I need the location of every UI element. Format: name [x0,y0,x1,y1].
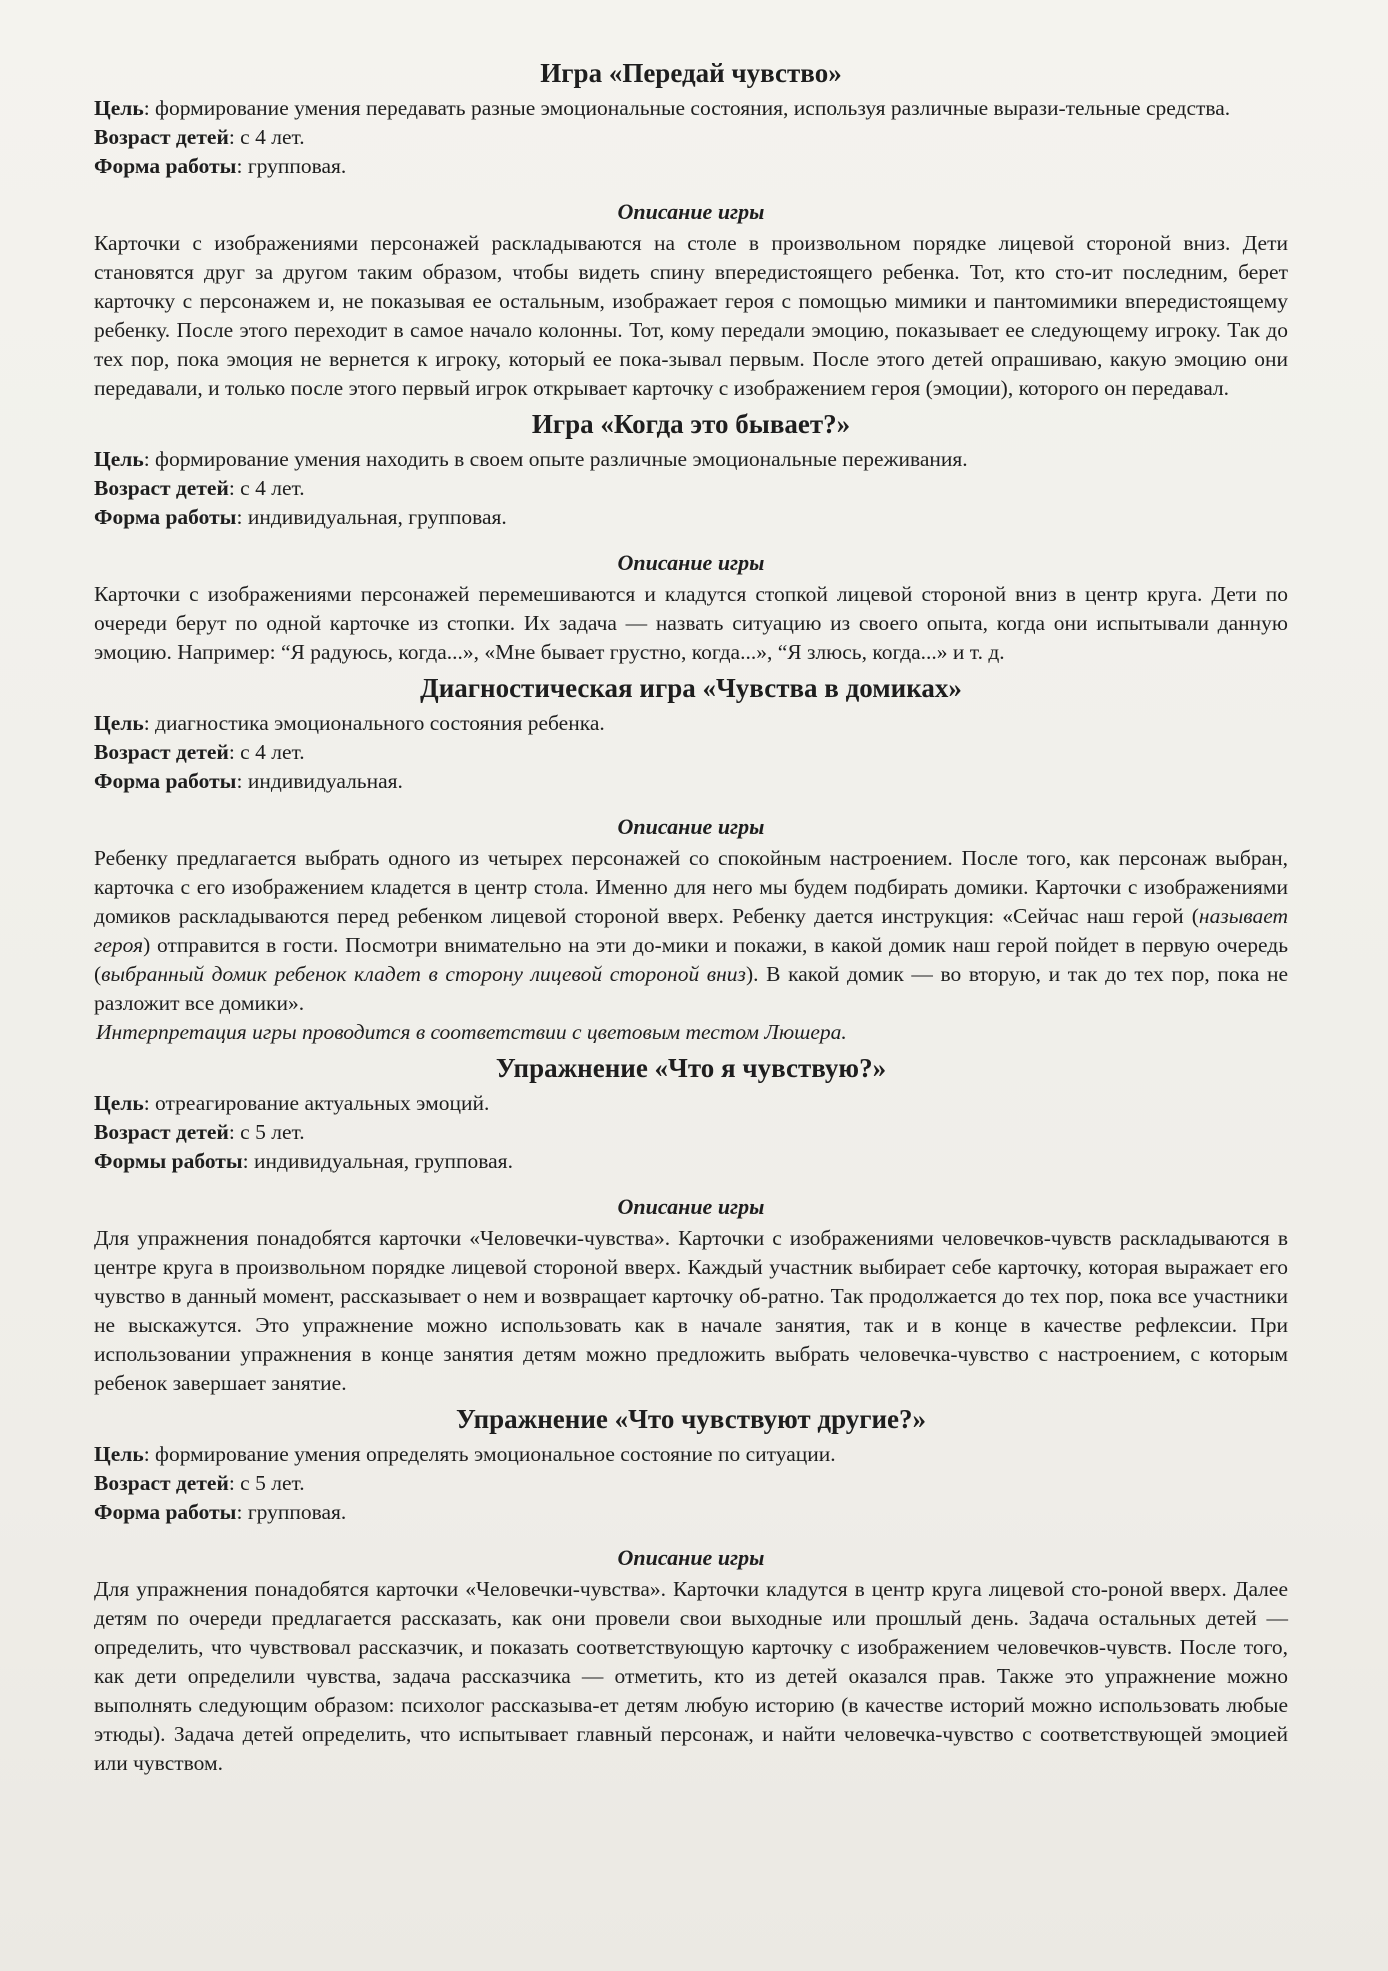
description-heading: Описание игры [617,1194,765,1219]
description-part-1: Ребенку предлагается выбрать одного из четырех персонажей со спокойным настроением. После того, как персонаж выбран, карточка с его изображением кладется в центр стола. Именно для него мы будем подбирать домики. Карточки с изображениями домиков раскладываются перед ребенком лицевой стороной вверх. Ребенку дается инструкция: «Сейчас наш герой ( [94,846,1288,928]
age-line [94,738,1288,767]
age-text: : с 4 лет. [228,125,305,149]
description-part-2: ) отправится в гости. Посмотри внимательно на эти до-мики и покажи, в какой домик наш герой пойдет в первую очередь ( [94,933,1288,986]
goal-line [94,94,1288,123]
goal-line [94,709,1288,738]
form-line [94,767,1288,796]
goal-label: Цель [94,711,144,735]
forms-label: Формы работы [94,1149,243,1173]
goal-label: Цель [94,96,144,120]
form-text: : индивидуальная, групповая. [242,1149,513,1173]
description-italic-1: называет героя [94,904,1288,957]
form-line [94,503,1288,532]
age-label: Возраст детей [94,1471,229,1495]
goal-line [94,1089,1288,1118]
age-text: : с 5 лет. [228,1120,305,1144]
form-text: : групповая. [236,1500,347,1524]
section-title: Упражнение «Что я чувствую?» [495,1053,887,1083]
age-line [94,1118,1288,1147]
goal-line [94,1440,1288,1469]
section-chuvstva-v-domikah [94,671,1288,1047]
interpretation-note: Интерпретация игры проводится в соответствии с цветовым тестом Люшера. [96,1020,847,1044]
age-label: Возраст детей [94,125,229,149]
age-label: Возраст детей [94,1120,229,1144]
age-text: : с 4 лет. [228,476,305,500]
description-text: Для упражнения понадобятся карточки «Человечки-чувства». Карточки с изображениями человечков-чувств раскладываются в центре круга в произвольном порядке лицевой стороной вверх. Каждый участник выбирает себе карточку, которая выражает его чувство в данный момент, рассказывает о нем и возвращает карточку об-ратно. Так продолжается до тех пор, пока все участники не выскажутся. Это упражнение можно использовать как в начале занятия, так и в конце в качестве рефлексии. При использовании упражнения в конце занятия детям можно предложить выбрать человечка-чувство с настроением, с которым ребенок завершает занятие. [94,1226,1288,1395]
section-title: Диагностическая игра «Чувства в домиках» [420,673,962,703]
age-line [94,123,1288,152]
description-italic-2: выбранный домик ребенок кладет в сторону лицевой стороной вниз [101,962,746,986]
form-label: Форма работы [94,769,237,793]
section-title: Упражнение «Что чувствуют другие?» [455,1404,927,1434]
section-chto-ya-chuvstvuyu [94,1051,1288,1398]
goal-text: : отреагирование актуальных эмоций. [143,1091,490,1115]
section-title: Игра «Когда это бывает?» [531,409,851,439]
description-text: Карточки с изображениями персонажей раскладываются на столе в произвольном порядке лицевой стороной вниз. Дети становятся друг за другом таким образом, чтобы видеть спину впередистоящего ребенка. Тот, кто сто-ит последним, берет карточку с персонажем и, не показывая ее остальным, изображает героя с помощью мимики и пантомимики впередистоящему ребенку. После этого переходит в самое начало колонны. Тот, кому передали эмоцию, показывает ее следующему игроку. Так до тех пор, пока эмоция не вернется к игроку, который ее пока-зывал первым. После этого детей опрашиваю, какую эмоцию они передавали, и только после этого первый игрок открывает карточку с изображением героя (эмоции), которого он передавал. [94,231,1288,400]
age-line [94,474,1288,503]
form-label: Форма работы [94,1500,237,1524]
forms-line [94,1147,1288,1176]
section-peredai-chuvstvo [94,56,1288,403]
form-line [94,1498,1288,1527]
form-line [94,152,1288,181]
goal-line [94,445,1288,474]
section-kogda-eto-byvaet [94,407,1288,667]
description-text: Карточки с изображениями персонажей перемешиваются и кладутся стопкой лицевой стороной вниз в центр круга. Дети по очереди берут по одной карточке из стопки. Их задача — назвать ситуацию из своего опыта, когда они испытывали данную эмоцию. Например: “Я радуюсь, когда...», «Мне бывает грустно, когда...», “Я злюсь, когда...» и т. д. [94,582,1288,664]
goal-label: Цель [94,447,144,471]
goal-text: : формирование умения определять эмоциональное состояние по ситуации. [143,1442,836,1466]
age-line [94,1469,1288,1498]
goal-label: Цель [94,1091,144,1115]
description-text: Для упражнения понадобятся карточки «Человечки-чувства». Карточки кладутся в центр круга лицевой сто-роной вверх. Далее детям по очереди предлагается рассказать, как они провели свои выходные или прошлый день. Задача остальных детей — определить, что чувствовал рассказчик, и показать соответствующую карточку с изображением человечков-чувств. После того, как дети определили чувства, задача рассказчика — отметить, кто из детей оказался прав. Также это упражнение можно выполнять следующим образом: психолог рассказыва-ет детям любую историю (в качестве историй можно использовать любые этюды). Задача детей определить, что испытывает главный персонаж, и найти человечка-чувство с соответствующей эмоцией или чувством. [94,1577,1288,1775]
section-title: Игра «Передай чувство» [540,58,842,88]
goal-text: : формирование умения находить в своем опыте различные эмоциональные переживания. [143,447,968,471]
form-label: Форма работы [94,154,237,178]
goal-label: Цель [94,1442,144,1466]
goal-text: : диагностика эмоционального состояния ребенка. [143,711,605,735]
description-heading: Описание игры [617,550,765,575]
description-heading: Описание игры [617,199,765,224]
age-label: Возраст детей [94,476,229,500]
description-text [94,844,1288,1018]
goal-text: : формирование умения передавать разные эмоциональные состояния, используя различные вырази-тельные средства. [143,96,1231,120]
age-text: : с 5 лет. [228,1471,305,1495]
form-text: : индивидуальная, групповая. [236,505,507,529]
age-label: Возраст детей [94,740,229,764]
form-text: : групповая. [236,154,347,178]
description-heading: Описание игры [617,1545,765,1570]
description-part-3: ). В какой домик — во вторую, и так до тех пор, пока не разложит все домики». [94,962,1288,1015]
form-label: Форма работы [94,505,237,529]
description-heading: Описание игры [617,814,765,839]
age-text: : с 4 лет. [228,740,305,764]
section-chto-chuvstvuyut-drugie [94,1402,1288,1778]
form-text: : индивидуальная. [236,769,403,793]
